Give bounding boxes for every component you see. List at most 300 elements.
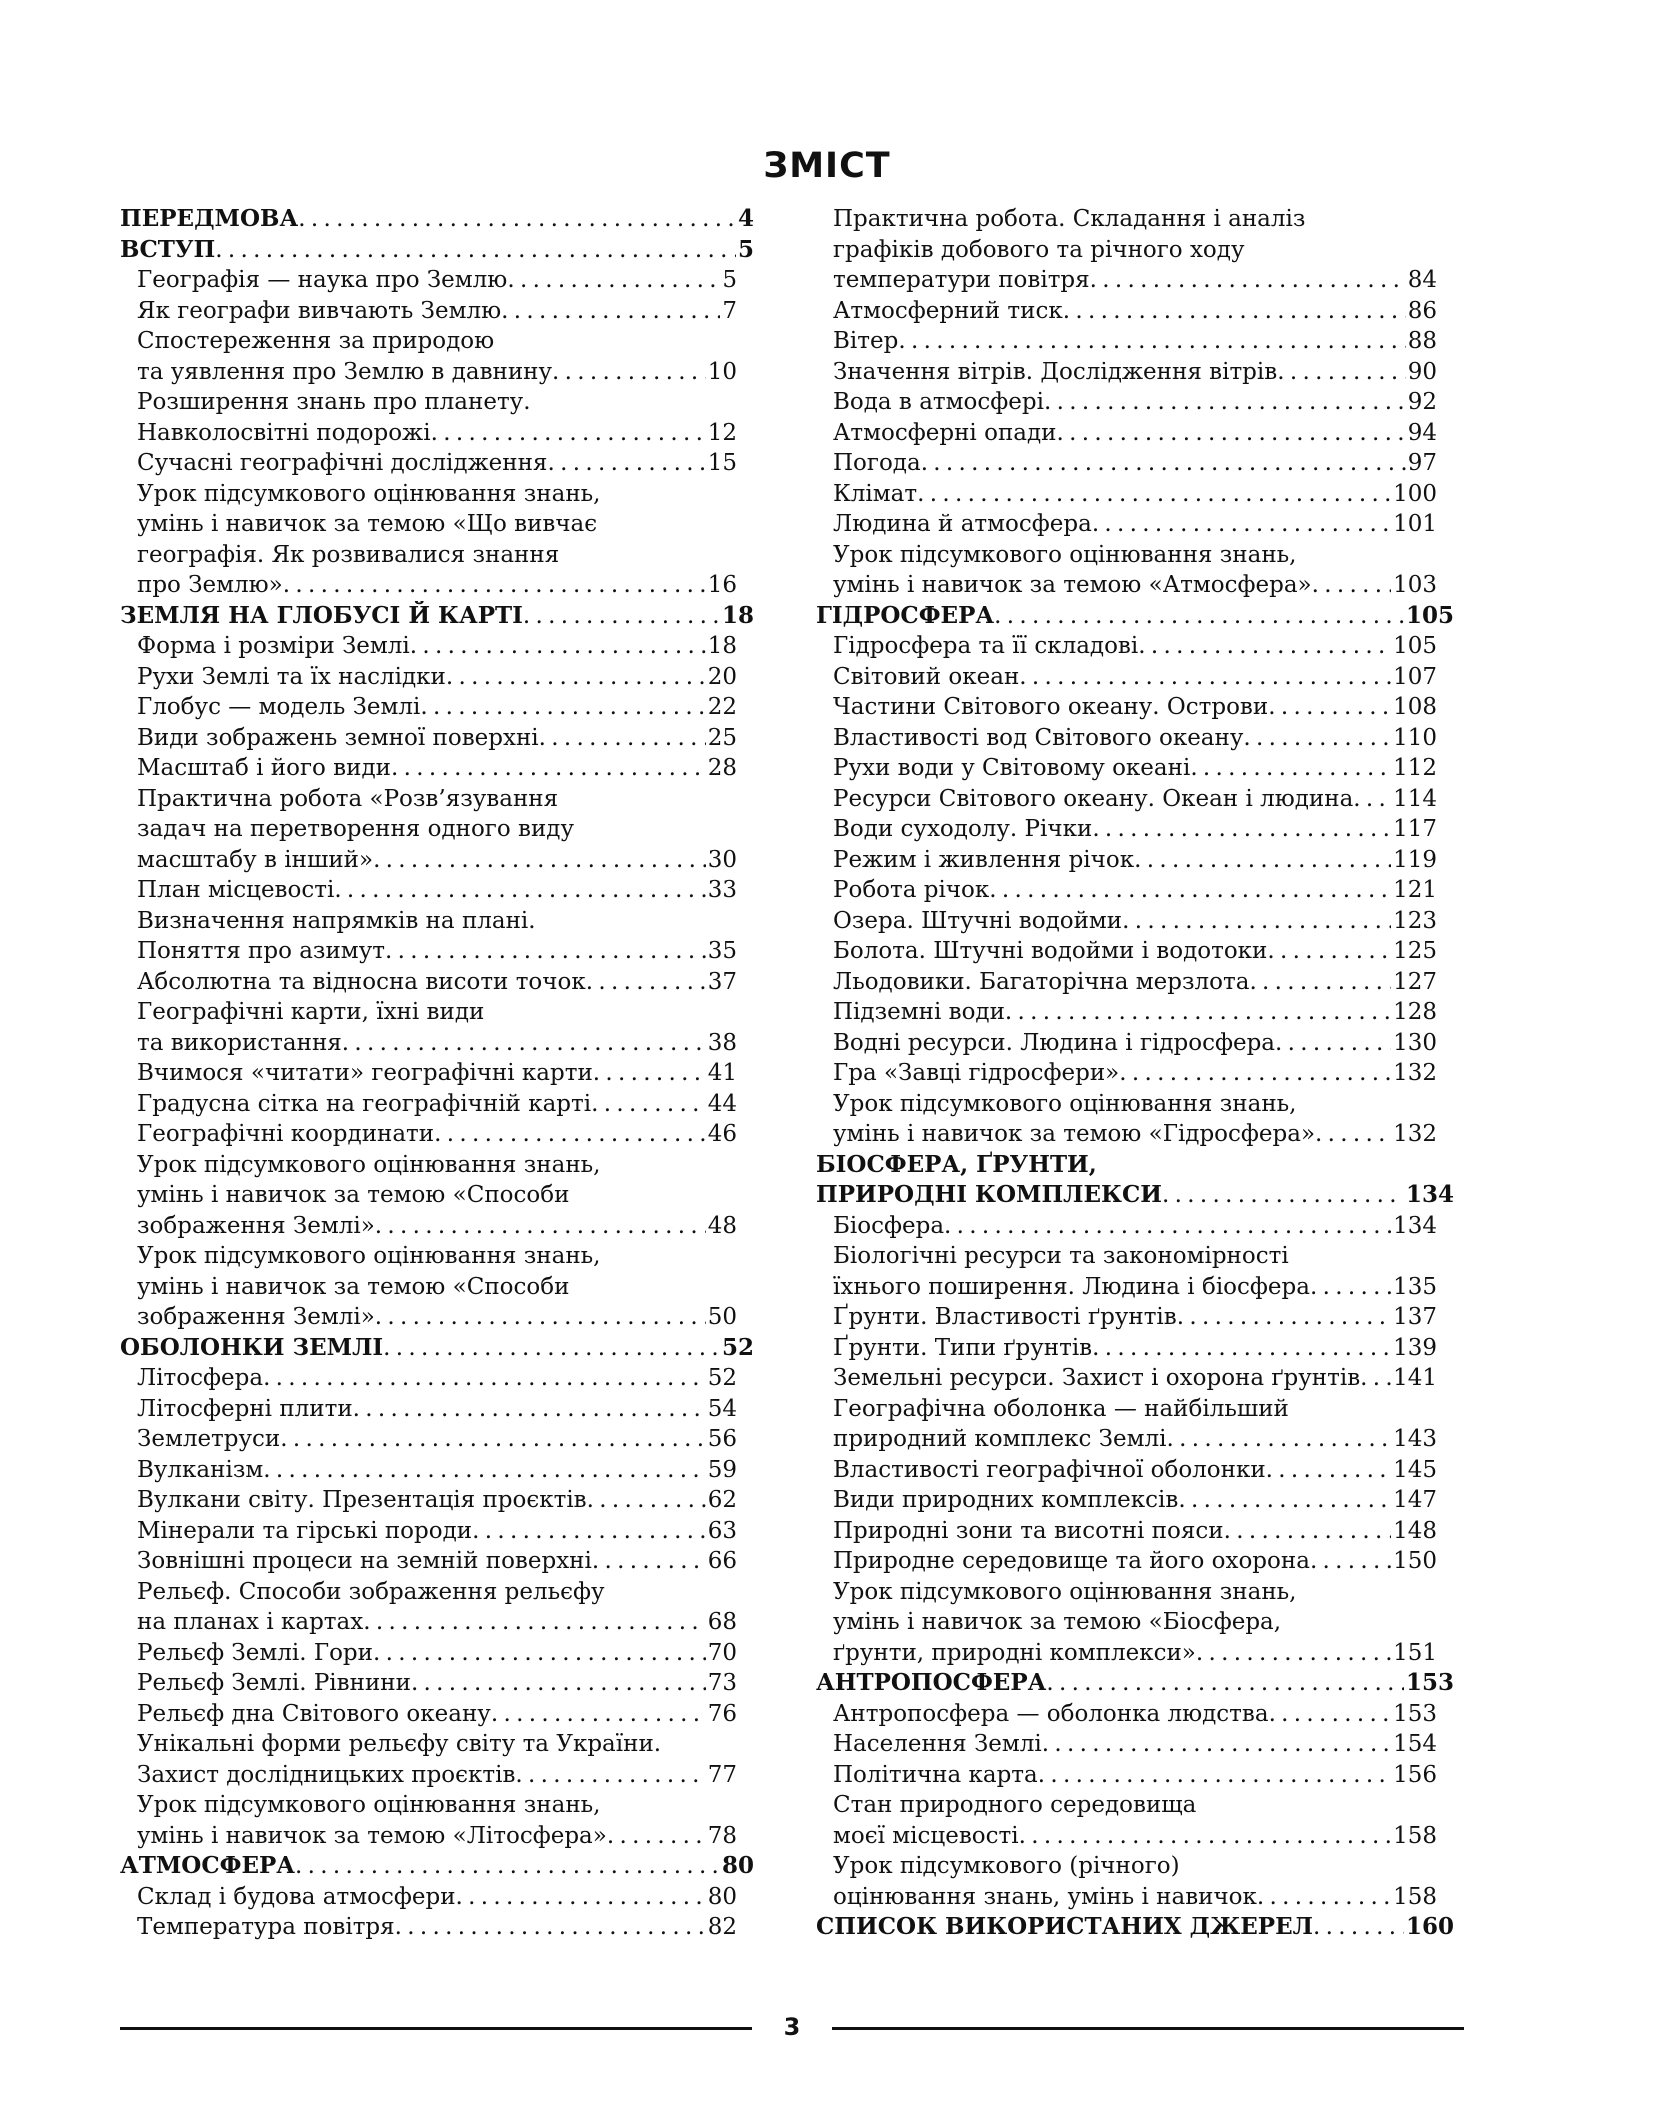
toc-entry-row — [816, 1058, 1454, 1089]
toc-entry-row — [816, 631, 1454, 662]
toc-entry-row — [816, 1455, 1454, 1486]
toc-entry-row — [120, 662, 754, 693]
toc-entry-row — [120, 967, 754, 998]
toc-entry-title: Властивості вод Світового океану — [833, 724, 1244, 751]
toc-entry-row — [816, 235, 1454, 266]
toc-entry-row — [816, 1760, 1454, 1791]
toc-entry-title: Режим і живлення річок — [833, 846, 1135, 873]
dot-leader — [491, 1699, 706, 1730]
toc-page-number: 130 — [1393, 1029, 1437, 1056]
toc-page-number: 147 — [1393, 1487, 1437, 1513]
toc-entry-title: Води суходолу. Річки — [833, 816, 1093, 842]
toc-entry-title: Урок підсумкового оцінювання знань, — [137, 1243, 601, 1269]
toc-entry-row — [120, 1302, 754, 1333]
toc-entry-row — [816, 1028, 1454, 1059]
toc-entry-title: графіків добового та річного ходу — [833, 236, 1245, 263]
toc-entry-row — [120, 326, 754, 357]
toc-entry-row — [816, 296, 1454, 327]
toc-page-number: 54 — [707, 1395, 737, 1422]
dot-leader — [1360, 1363, 1391, 1394]
footer-rule-left — [120, 2027, 752, 2030]
toc-page-number: 150 — [1393, 1548, 1437, 1574]
toc-entry-title: Природне середовище та його охорона — [833, 1548, 1310, 1574]
toc-entry-row — [120, 1546, 754, 1577]
dot-leader — [410, 631, 706, 662]
toc-page-number: 160 — [1405, 1913, 1454, 1940]
dot-leader — [391, 753, 706, 784]
toc-entry-title: Глобус — модель Землі — [137, 694, 421, 720]
toc-entry-title: Рухи води у Світовому океані — [833, 755, 1191, 781]
toc-entry-row — [120, 296, 754, 327]
toc-entry-row — [120, 1790, 754, 1821]
toc-entry-row — [816, 326, 1454, 357]
dot-leader — [917, 479, 1391, 510]
toc-page-number: 103 — [1393, 572, 1437, 598]
toc-entry-row — [120, 1760, 754, 1791]
toc-entry-row — [120, 1455, 754, 1486]
toc-entry-row — [816, 814, 1454, 845]
toc-entry-title: Літосфера — [137, 1365, 264, 1391]
dot-leader — [1134, 845, 1391, 876]
toc-page-number: 52 — [721, 1333, 754, 1361]
toc-entry-title: їхнього поширення. Людина і біосфера — [833, 1273, 1310, 1300]
toc-entry-row — [120, 1607, 754, 1638]
toc-page-number: 117 — [1393, 816, 1437, 842]
toc-entry-title: природний комплекс Землі — [833, 1426, 1167, 1452]
toc-page-number: 137 — [1393, 1304, 1437, 1330]
dot-leader — [591, 1089, 706, 1120]
toc-entry-title: Унікальні форми рельєфу світу та України. — [137, 1731, 662, 1757]
toc-entry-row — [120, 723, 754, 754]
toc-page-number: 78 — [707, 1822, 737, 1849]
dot-leader — [1313, 1912, 1404, 1943]
dot-leader — [1257, 1882, 1391, 1913]
toc-entry-title: Абсолютна та відносна висоти точок — [137, 968, 586, 995]
toc-page-number: 7 — [722, 297, 737, 324]
toc-entry-row — [120, 845, 754, 876]
toc-page-number: 132 — [1393, 1060, 1437, 1086]
toc-entry-row — [816, 357, 1454, 388]
toc-entry-title: Рухи Землі та їх наслідки — [137, 663, 446, 690]
toc-entry-title: задач на перетворення одного виду — [137, 816, 574, 842]
toc-entry-row — [120, 1150, 754, 1181]
toc-entry-row — [816, 387, 1454, 418]
toc-entry-title: Види природних комплексів — [833, 1487, 1179, 1513]
dot-leader — [1275, 1028, 1391, 1059]
toc-entry-title: Географічні координати — [137, 1121, 435, 1147]
toc-page-number: 56 — [707, 1426, 737, 1452]
toc-entry-row — [816, 509, 1454, 540]
toc-entry-title: ГІДРОСФЕРА — [816, 601, 995, 629]
dot-leader — [1249, 967, 1391, 998]
toc-page-number: 15 — [707, 450, 737, 476]
toc-entry-row — [120, 814, 754, 845]
toc-entry-title: Мінерали та гірські породи — [137, 1517, 473, 1544]
toc-entry-title: Гідросфера та її складові — [833, 633, 1139, 659]
toc-page-number: 127 — [1393, 968, 1437, 995]
toc-page-number: 76 — [707, 1700, 737, 1727]
toc-page-number: 143 — [1393, 1426, 1437, 1452]
toc-entry-title: Політична карта — [833, 1761, 1038, 1788]
toc-entry-title: Вулканізм — [137, 1456, 264, 1483]
dot-leader — [501, 296, 720, 327]
toc-entry-title: Поняття про азимут — [137, 938, 385, 964]
toc-entry-row — [120, 784, 754, 815]
toc-entry-title: Географія — наука про Землю — [137, 267, 508, 293]
toc-page-number: 70 — [707, 1639, 737, 1666]
page-number: 3 — [783, 2013, 801, 2041]
toc-entry-title: Робота річок — [833, 877, 990, 903]
toc-page-number: 77 — [707, 1761, 737, 1788]
dot-leader — [515, 1760, 705, 1791]
toc-entry-row — [816, 1363, 1454, 1394]
toc-entry-row — [120, 570, 754, 601]
toc-entry-row — [816, 1485, 1454, 1516]
toc-entry-row — [816, 1546, 1454, 1577]
toc-entry-row — [120, 1729, 754, 1760]
toc-entry-title: умінь і навичок за темою «Літосфера» — [137, 1822, 607, 1849]
toc-entry-row — [816, 753, 1454, 784]
dot-leader — [1268, 692, 1391, 723]
toc-entry-row — [120, 997, 754, 1028]
toc-page-number: 119 — [1393, 846, 1437, 873]
toc-page-number: 100 — [1393, 480, 1437, 507]
dot-leader — [523, 601, 720, 632]
toc-entry-row — [816, 1333, 1454, 1364]
dot-leader — [1092, 1333, 1391, 1364]
dot-leader — [283, 570, 706, 601]
toc-entry-title: Урок підсумкового оцінювання знань, — [137, 480, 601, 507]
toc-entry-title: масштабу в інший» — [137, 846, 374, 873]
toc-entry-title: моєї місцевості — [833, 1822, 1019, 1849]
toc-page-number: 135 — [1393, 1273, 1437, 1300]
toc-entry-row — [120, 1058, 754, 1089]
toc-entry-row — [816, 1119, 1454, 1150]
dot-leader — [373, 1638, 706, 1669]
toc-page-number: 134 — [1405, 1181, 1454, 1208]
toc-page-number: 18 — [721, 601, 754, 629]
dot-leader — [434, 1119, 706, 1150]
toc-entry-title: Вулкани світу. Презентація проєктів — [137, 1487, 587, 1513]
dot-leader — [1166, 1424, 1391, 1455]
toc-entry-title: Льодовики. Багаторічна мерзлота — [833, 968, 1250, 995]
toc-entry-title: на планах і картах — [137, 1609, 364, 1635]
toc-entry-row — [120, 875, 754, 906]
toc-page-number: 52 — [707, 1365, 737, 1391]
dot-leader — [1092, 509, 1391, 540]
toc-page-number: 134 — [1393, 1212, 1437, 1239]
toc-entry-title: Зовнішні процеси на земній поверхні — [137, 1548, 592, 1574]
toc-entry-title: та уявлення про Землю в давнину — [137, 358, 553, 385]
toc-page-number: 151 — [1393, 1639, 1437, 1666]
toc-entry-title: План місцевості — [137, 877, 335, 903]
toc-page-number: 158 — [1393, 1883, 1437, 1910]
dot-leader — [921, 448, 1406, 479]
dot-leader — [375, 1302, 706, 1333]
dot-leader — [944, 1211, 1391, 1242]
dot-leader — [1310, 1546, 1391, 1577]
toc-entry-row — [120, 1821, 754, 1852]
toc-entry-title: Географічні карти, їхні види — [137, 999, 485, 1025]
toc-entry-title: Урок підсумкового оцінювання знань, — [833, 1578, 1297, 1605]
toc-entry-title: Вода в атмосфері — [833, 389, 1044, 415]
toc-entry-title: ґрунти, природні комплекси» — [833, 1639, 1196, 1666]
toc-section-row — [120, 601, 754, 632]
dot-leader — [1138, 631, 1391, 662]
toc-entry-title: умінь і навичок за темою «Атмосфера» — [833, 572, 1312, 598]
dot-leader — [263, 1363, 706, 1394]
toc-entry-row — [816, 723, 1454, 754]
dot-leader — [1310, 1272, 1391, 1303]
dot-leader — [607, 1821, 706, 1852]
toc-page-number: 38 — [707, 1029, 737, 1056]
toc-right-column — [816, 204, 1454, 1943]
toc-entry-title: Розширення знань про планету. — [137, 389, 531, 415]
toc-entry-title: СПИСОК ВИКОРИСТАНИХ ДЖЕРЕЛ — [816, 1913, 1313, 1940]
dot-leader — [1090, 265, 1406, 296]
dot-leader — [1019, 1821, 1392, 1852]
dot-leader — [363, 1607, 706, 1638]
toc-entry-row — [816, 1089, 1454, 1120]
dot-leader — [395, 1912, 706, 1943]
toc-page-number: 68 — [707, 1609, 737, 1635]
toc-entry-title: оцінювання знань, умінь і навичок — [833, 1883, 1257, 1910]
toc-page-number: 22 — [707, 694, 737, 720]
toc-entry-row — [816, 1882, 1454, 1913]
toc-page-number: 16 — [707, 572, 737, 598]
toc-entry-title: ПЕРЕДМОВА — [120, 205, 299, 232]
toc-page-number: 156 — [1393, 1761, 1437, 1788]
dot-leader — [1243, 723, 1391, 754]
toc-entry-row — [816, 418, 1454, 449]
toc-page-number: 121 — [1393, 877, 1437, 903]
toc-entry-title: Урок підсумкового оцінювання знань, — [833, 541, 1297, 568]
dot-leader — [383, 1333, 720, 1364]
toc-entry-title: Ґрунти. Типи ґрунтів — [833, 1334, 1093, 1361]
toc-entry-title: Спостереження за природою — [137, 328, 495, 354]
dot-leader — [1056, 418, 1405, 449]
toc-entry-row — [120, 936, 754, 967]
toc-entry-row — [816, 845, 1454, 876]
dot-leader — [280, 1424, 705, 1455]
toc-page-number: 90 — [1407, 358, 1437, 385]
toc-entry-row — [816, 1729, 1454, 1760]
toc-entry-title: та використання — [137, 1029, 342, 1056]
toc-page-number: 80 — [707, 1883, 737, 1910]
toc-entry-title: зображення Землі» — [137, 1304, 375, 1330]
toc-entry-row — [816, 967, 1454, 998]
dot-leader — [1353, 784, 1391, 815]
dot-leader — [989, 875, 1391, 906]
toc-entry-row — [120, 265, 754, 296]
dot-leader — [507, 265, 720, 296]
toc-entry-row — [120, 1241, 754, 1272]
toc-entry-title: про Землю» — [137, 572, 283, 598]
toc-page-number: 132 — [1393, 1121, 1437, 1147]
toc-entry-title: Рельєф. Способи зображення рельєфу — [137, 1578, 605, 1605]
dot-leader — [353, 1394, 706, 1425]
toc-page-number: 153 — [1405, 1669, 1454, 1696]
toc-page-number: 88 — [1407, 328, 1437, 354]
toc-entry-title: АНТРОПОСФЕРА — [816, 1669, 1047, 1696]
toc-entry-row — [816, 1607, 1454, 1638]
toc-page-number: 30 — [707, 846, 737, 873]
toc-entry-title: умінь і навичок за темою «Способи — [137, 1182, 570, 1208]
toc-page-number: 37 — [707, 968, 737, 995]
dot-leader — [472, 1516, 706, 1547]
toc-entry-title: ЗЕМЛЯ НА ГЛОБУСІ Й КАРТІ — [120, 601, 523, 629]
dot-leader — [587, 1485, 706, 1516]
toc-entry-title: Клімат — [833, 480, 918, 507]
toc-entry-row — [120, 1272, 754, 1303]
toc-entry-row — [816, 1821, 1454, 1852]
toc-page-number: 35 — [707, 938, 737, 964]
toc-entry-row — [120, 479, 754, 510]
toc-page-number: 59 — [707, 1456, 737, 1483]
toc-entry-row — [120, 1577, 754, 1608]
toc-entry-row — [120, 753, 754, 784]
toc-entry-row — [120, 1912, 754, 1943]
toc-entry-row — [816, 1790, 1454, 1821]
toc-entry-row — [120, 1089, 754, 1120]
toc-section-row — [816, 1912, 1454, 1943]
toc-page-number: 105 — [1393, 633, 1437, 659]
toc-page-number: 141 — [1393, 1365, 1437, 1391]
toc-entry-title: Біосфера — [833, 1212, 945, 1239]
toc-page-number: 105 — [1405, 601, 1454, 629]
toc-entry-title: Рельєф Землі. Рівнини — [137, 1670, 411, 1696]
toc-page-number: 139 — [1393, 1334, 1437, 1361]
toc-entry-title: Вітер — [833, 328, 899, 354]
dot-leader — [1269, 1699, 1392, 1730]
dot-leader — [1177, 1302, 1391, 1333]
toc-page-number: 25 — [707, 724, 737, 751]
toc-entry-title: ОБОЛОНКИ ЗЕМЛІ — [120, 1333, 384, 1361]
toc-entry-row — [120, 1668, 754, 1699]
toc-page-number: 158 — [1393, 1822, 1437, 1849]
toc-entry-row — [816, 784, 1454, 815]
toc-entry-title: Природні зони та висотні пояси — [833, 1517, 1224, 1544]
dot-leader — [547, 448, 705, 479]
toc-entry-row — [120, 1180, 754, 1211]
dot-leader — [593, 1058, 706, 1089]
toc-entry-row — [120, 1699, 754, 1730]
dot-leader — [1122, 906, 1391, 937]
toc-entry-title: Атмосферний тиск — [833, 297, 1063, 324]
toc-entry-row — [816, 1394, 1454, 1425]
dot-leader — [1266, 1455, 1391, 1486]
toc-entry-title: температури повітря — [833, 267, 1090, 293]
dot-leader — [263, 1455, 705, 1486]
toc-section-row — [120, 1851, 754, 1882]
toc-page-number: 123 — [1393, 907, 1437, 934]
toc-entry-title: Властивості географічної оболонки — [833, 1456, 1266, 1483]
dot-leader — [446, 662, 706, 693]
toc-entry-row — [816, 1638, 1454, 1669]
toc-entry-row — [816, 1851, 1454, 1882]
dot-leader — [1019, 662, 1391, 693]
toc-entry-row — [816, 204, 1454, 235]
toc-entry-title: Визначення напрямків на плані. — [137, 907, 536, 934]
toc-entry-title: АТМОСФЕРА — [120, 1852, 296, 1879]
toc-entry-row — [816, 997, 1454, 1028]
toc-entry-row — [120, 906, 754, 937]
toc-entry-title: Урок підсумкового оцінювання знань, — [833, 1090, 1297, 1117]
toc-page-number: 108 — [1393, 694, 1437, 720]
toc-entry-row — [120, 418, 754, 449]
toc-entry-title: географія. Як розвивалися знання — [137, 541, 560, 568]
dot-leader — [1044, 387, 1406, 418]
toc-entry-row — [816, 540, 1454, 571]
toc-page-number: 145 — [1393, 1456, 1437, 1483]
toc-section-row — [816, 1668, 1454, 1699]
toc-entry-title: Практична робота «Розв’язування — [137, 785, 559, 812]
dot-leader — [1042, 1729, 1391, 1760]
toc-entry-title: Масштаб і його види — [137, 755, 391, 781]
toc-entry-title: Гра «Завці гідросфери» — [833, 1060, 1120, 1086]
dot-leader — [1224, 1516, 1392, 1547]
toc-entry-title: Вчимося «читати» географічні карти — [137, 1060, 593, 1086]
toc-entry-row — [120, 1516, 754, 1547]
toc-page-number: 154 — [1393, 1731, 1437, 1757]
toc-entry-title: ВСТУП — [120, 235, 216, 263]
toc-entry-row — [120, 1028, 754, 1059]
toc-entry-row — [816, 570, 1454, 601]
toc-entry-title: Як географи вивчають Землю — [137, 297, 502, 324]
toc-entry-title: Людина й атмосфера — [833, 511, 1092, 537]
toc-entry-row — [816, 906, 1454, 937]
toc-entry-row — [816, 448, 1454, 479]
toc-page-number: 92 — [1407, 389, 1437, 415]
toc-section-row — [120, 204, 754, 235]
toc-entry-title: Погода — [833, 450, 921, 476]
toc-page-number: 12 — [707, 419, 737, 446]
toc-entry-row — [120, 448, 754, 479]
toc-entry-row — [816, 479, 1454, 510]
toc-entry-title: Географічна оболонка — найбільший — [833, 1395, 1289, 1422]
toc-entry-row — [120, 509, 754, 540]
toc-entry-row — [816, 1516, 1454, 1547]
toc-entry-title: Частини Світового океану. Острови — [833, 694, 1269, 720]
toc-page-number: 128 — [1393, 999, 1437, 1025]
toc-entry-title: Підземні води — [833, 999, 1005, 1025]
toc-section-row — [816, 601, 1454, 632]
dot-leader — [539, 723, 706, 754]
toc-entry-title: Склад і будова атмосфери — [137, 1883, 456, 1910]
toc-page-number: 114 — [1393, 785, 1437, 812]
toc-page-number: 50 — [707, 1304, 737, 1330]
toc-page-number: 63 — [707, 1517, 737, 1544]
toc-page-number: 107 — [1393, 663, 1437, 690]
toc-page-number: 33 — [707, 877, 737, 903]
toc-entry-row — [120, 631, 754, 662]
toc-entry-row — [816, 875, 1454, 906]
toc-page-number: 97 — [1407, 450, 1437, 476]
toc-page-number: 80 — [721, 1852, 754, 1879]
dot-leader — [1190, 753, 1391, 784]
dot-leader — [1312, 570, 1391, 601]
dot-leader — [1178, 1485, 1391, 1516]
toc-entry-title: Значення вітрів. Дослідження вітрів — [833, 358, 1278, 385]
toc-entry-title: Температура повітря — [137, 1914, 395, 1940]
dot-leader — [420, 692, 705, 723]
toc-page-number: 112 — [1393, 755, 1437, 781]
toc-entry-row — [816, 1241, 1454, 1272]
dot-leader — [295, 1851, 720, 1882]
toc-section-row — [120, 235, 754, 266]
dot-leader — [456, 1882, 706, 1913]
dot-leader — [1005, 997, 1391, 1028]
